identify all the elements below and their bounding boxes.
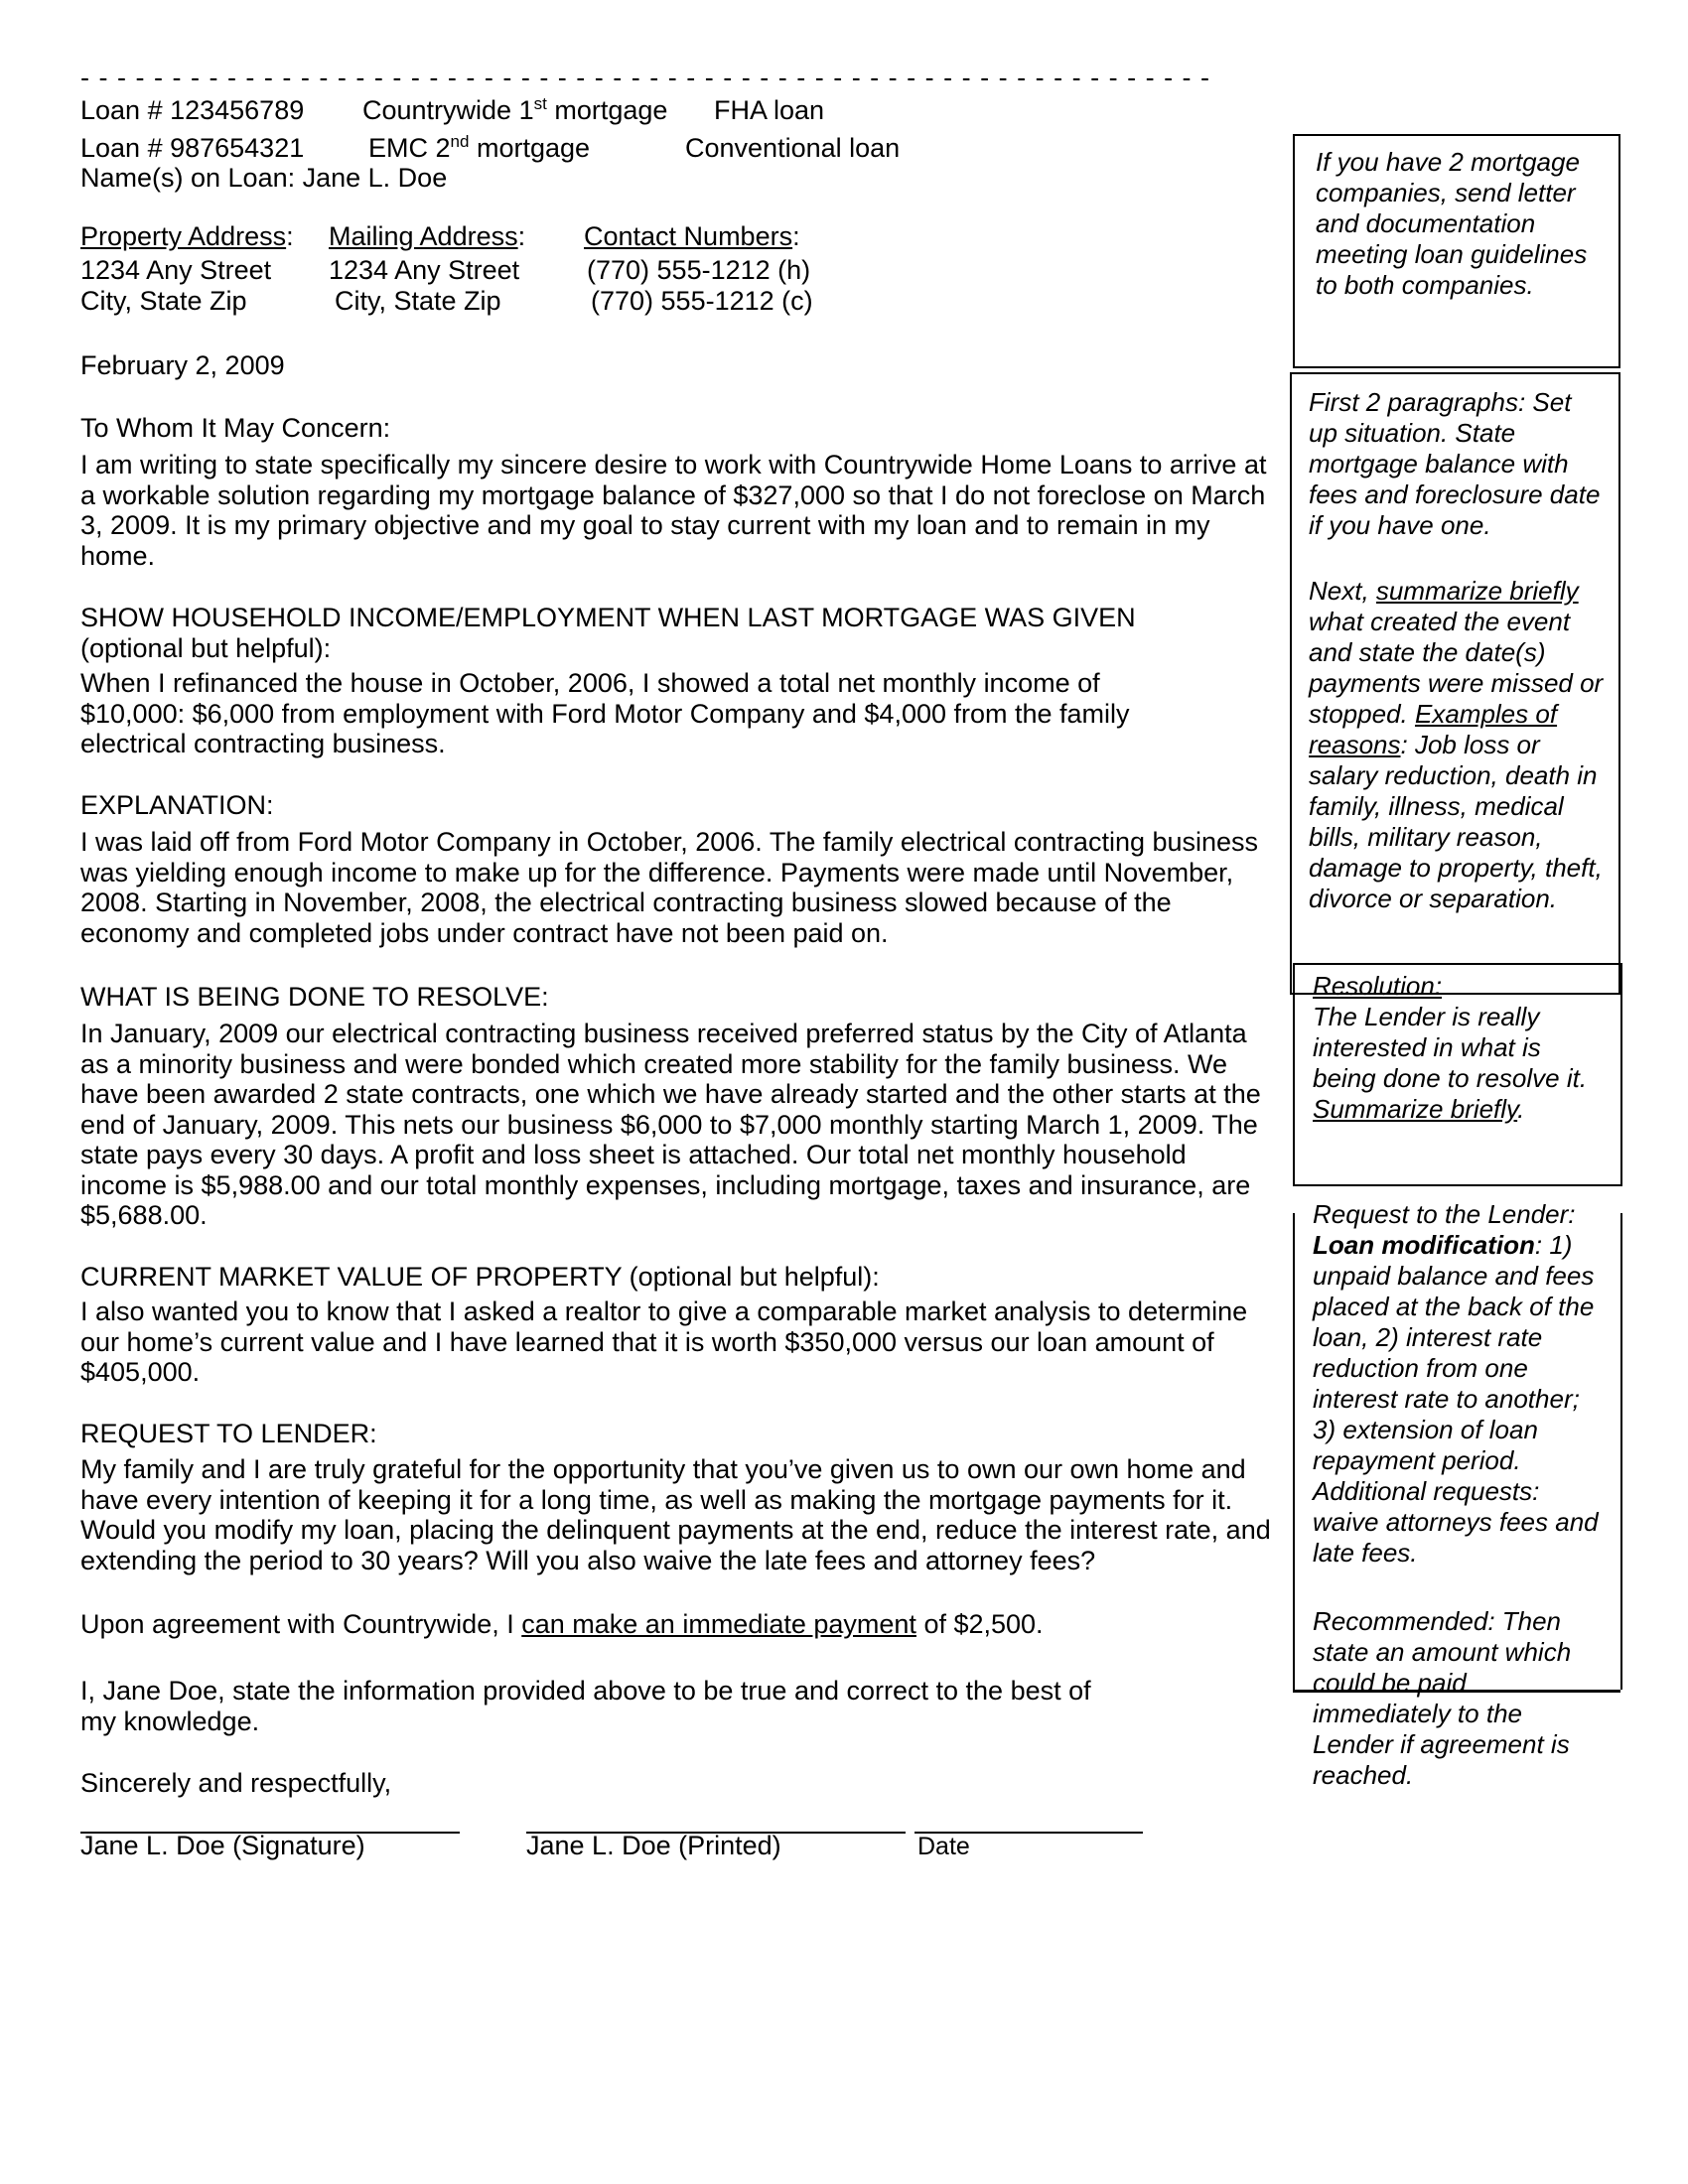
- income-paragraph: When I refinanced the house in October, 2006, I showed a total net monthly income of $10,000: $6,000 from employment with Ford Motor Company and $4,000 from the family electrical contracting business.: [80, 668, 1130, 758]
- contact-numbers-heading: [584, 221, 800, 252]
- payment-post: of $2,500.: [915, 1609, 1044, 1639]
- payment-offer: can make an immediate payment: [521, 1609, 916, 1639]
- loan2-type: Conventional loan: [685, 133, 901, 163]
- property-address-line2: City, State Zip: [80, 286, 247, 316]
- mailing-address-label: Mailing Address: [329, 221, 518, 251]
- loan1-company: [362, 95, 667, 126]
- resolve-heading: WHAT IS BEING DONE TO RESOLVE:: [80, 982, 549, 1012]
- contact-numbers-colon: :: [792, 221, 800, 251]
- note5-pre: Request to the Lender:: [1313, 1199, 1576, 1229]
- letter-date: February 2, 2009: [80, 350, 285, 380]
- note4-text: The Lender is really interested in what is being done to resolve it.: [1313, 1002, 1588, 1093]
- request-paragraph: My family and I are truly grateful for the opportunity that you’ve given us to own our own home and have every intention of keeping it for a long time, as well as making the mortgage payments for it. Would you modify my loan, placing the delinquent payments at the end, reduce the interest rate, and extending the period to 30 years? Will you also waive the late fees and attorney fees?: [80, 1454, 1271, 1575]
- salutation: To Whom It May Concern:: [80, 413, 391, 443]
- property-address-line1: 1234 Any Street: [80, 255, 272, 285]
- note3-examples: Examples of reasons: [1309, 699, 1558, 759]
- sidebar-note-request: [1313, 1199, 1606, 1569]
- mailing-address-line1: 1234 Any Street: [329, 255, 520, 285]
- closing: Sincerely and respectfully,: [80, 1768, 392, 1798]
- mailing-address-heading: [329, 221, 525, 252]
- property-address-colon: :: [286, 221, 294, 251]
- loan1-sup: st: [533, 94, 547, 113]
- property-address-label: Property Address: [80, 221, 287, 251]
- sidebar-note-resolution: [1313, 971, 1601, 1125]
- note4-title: Resolution:: [1313, 971, 1443, 1001]
- loan1-number: Loan # 123456789: [80, 95, 305, 125]
- request-heading: REQUEST TO LENDER:: [80, 1419, 377, 1448]
- contact-number-cell: (770) 555-1212 (c): [591, 286, 813, 316]
- property-address-heading: [80, 221, 294, 252]
- loan2-company-pre: EMC 2: [368, 133, 451, 163]
- resolve-paragraph: In January, 2009 our electrical contracting business received preferred status by the City of Atlanta as a minority business and were bonded which created more stability for the family business. We have been awarded 2 state contracts, one which we have already started and the other starts at the end of January, 2009. This nets our business $6,000 to $7,000 monthly starting March 1, 2009. The state pays every 30 days. A profit and loss sheet is attached. Our total net monthly household income is $5,988.00 and our total monthly expenses, including mortgage, taxes and insurance, are $5,688.00.: [80, 1019, 1261, 1230]
- payment-sentence: [80, 1609, 1044, 1640]
- note3-summarize: summarize briefly: [1375, 576, 1579, 606]
- market-value-paragraph: I also wanted you to know that I asked a realtor to give a comparable market analysis to determine our home’s current value and I have learned that it is worth $350,000 versus our loan amount of $405,000.: [80, 1297, 1248, 1387]
- dashed-rule: - - - - - - - - - - - - - - - - - - - - - - - - - - - - - - - - - - - - - - - - - - - - - - - - - - - - - - - - - - - - - -: [80, 63, 1211, 92]
- loan1-company-post: mortgage: [546, 95, 668, 125]
- signature-label: Jane L. Doe (Signature): [80, 1831, 365, 1860]
- market-value-heading: CURRENT MARKET VALUE OF PROPERTY (optional but helpful):: [80, 1262, 880, 1292]
- intro-paragraph: I am writing to state specifically my sincere desire to work with Countrywide Home Loans to arrive at a workable solution regarding my mortgage balance of $327,000 so that I do not foreclose on March 3, 2009. It is my primary objective and my goal to stay current with my loan and to remain in my home.: [80, 450, 1267, 571]
- income-heading: SHOW HOUSEHOLD INCOME/EMPLOYMENT WHEN LAST MORTGAGE WAS GIVEN: [80, 603, 1136, 632]
- loan2-sup: nd: [450, 132, 470, 151]
- loan1-type: FHA loan: [714, 95, 825, 125]
- note4-link: Summarize briefly: [1313, 1094, 1518, 1124]
- explanation-heading: EXPLANATION:: [80, 790, 274, 820]
- sidebar-note-reasons: [1309, 576, 1612, 914]
- note5-loan-mod: Loan modification: [1313, 1230, 1535, 1260]
- income-heading-note: (optional but helpful):: [80, 633, 332, 663]
- printed-name-label: Jane L. Doe (Printed): [526, 1831, 781, 1860]
- loan2-number: Loan # 987654321: [80, 133, 305, 163]
- sidebar-note-payment: Recommended: Then state an amount which could be paid immediately to the Lender if agreement is reached.: [1313, 1606, 1572, 1790]
- date-label: Date: [917, 1833, 970, 1860]
- loan2-company-post: mortgage: [469, 133, 591, 163]
- contact-numbers-label: Contact Numbers: [584, 221, 793, 251]
- note3-pre: Next,: [1309, 576, 1376, 606]
- loan2-company: [368, 133, 590, 164]
- attestation-paragraph: I, Jane Doe, state the information provided above to be true and correct to the best of my knowledge.: [80, 1676, 1091, 1736]
- note4-end: .: [1517, 1094, 1525, 1124]
- payment-pre: Upon agreement with Countrywide, I: [80, 1609, 522, 1639]
- borrower-names: Name(s) on Loan: Jane L. Doe: [80, 163, 448, 193]
- mailing-address-line2: City, State Zip: [335, 286, 501, 316]
- note5-text: : 1) unpaid balance and fees placed at the back of the loan, 2) interest rate reduction from one interest rate to another; 3) extension of loan repayment period. Additional requests: waive attorneys fees and late fees.: [1313, 1230, 1599, 1568]
- sidebar-note-two-companies: If you have 2 mortgage companies, send letter and documentation meeting loan guidelines to both companies.: [1316, 147, 1588, 300]
- mailing-address-colon: :: [517, 221, 526, 251]
- note3-mid: what created the event and state the date(s) payments were missed or stopped.: [1309, 607, 1604, 729]
- explanation-paragraph: I was laid off from Ford Motor Company in October, 2006. The family electrical contracting business was yielding enough income to make up for the difference. Payments were made until November, 2008. Starting in November, 2008, the electrical contracting business slowed because of the economy and completed jobs under contract have not been paid on.: [80, 827, 1259, 948]
- loan1-company-pre: Countrywide 1: [362, 95, 534, 125]
- note3-post: : Job loss or salary reduction, death in family, illness, medical bills, military reason, damage to property, theft, divorce or separation.: [1309, 730, 1603, 913]
- sidebar-note-situation: First 2 paragraphs: Set up situation. State mortgage balance with fees and foreclosure date if you have one.: [1309, 387, 1601, 540]
- contact-number-home: (770) 555-1212 (h): [587, 255, 811, 285]
